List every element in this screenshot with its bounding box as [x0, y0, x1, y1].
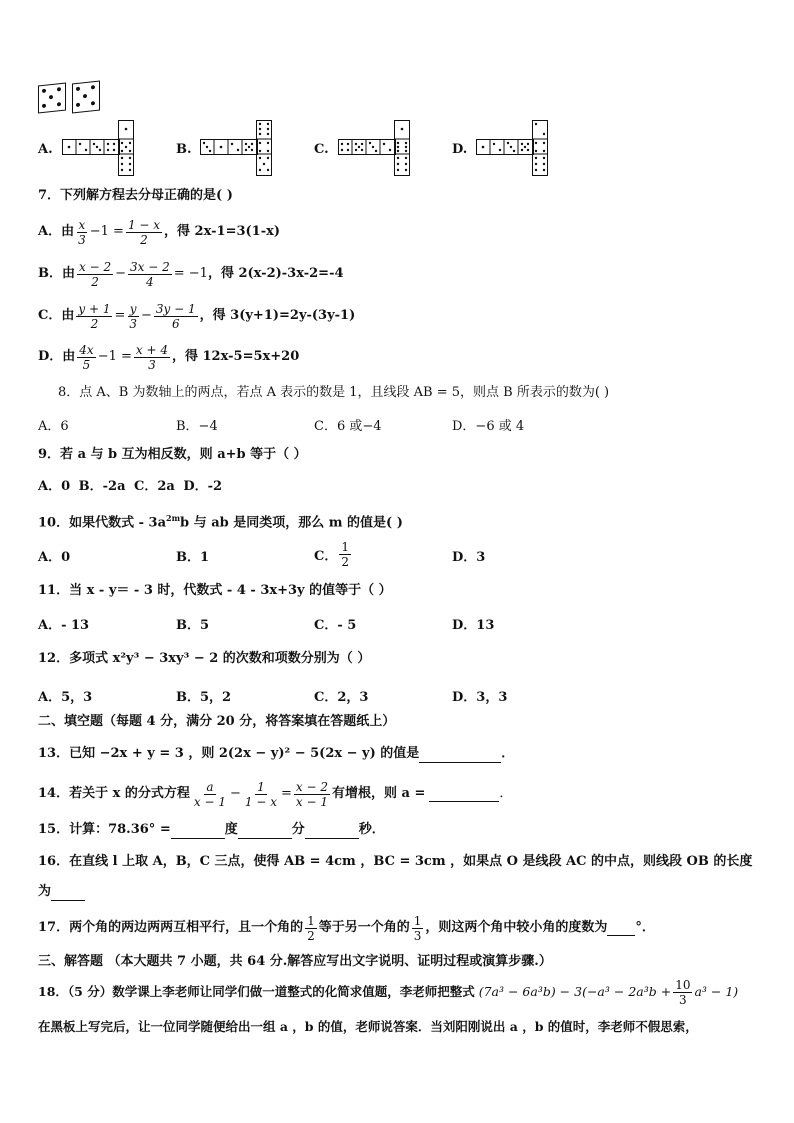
q11-option-c: C．- 5 — [314, 618, 357, 633]
q14: 14．若关于 x 的分式方程 $\frac{a}{x - 1}$ − $\frac{1}{1 - x}$ = $\frac{x - 2}{x - 1}$ 有增根，则 a = ． — [38, 779, 513, 809]
q6-net-d — [476, 120, 556, 176]
q7-stem: 7．下列解方程去分母正确的是( ) — [38, 188, 233, 203]
q18-line-2: 在黑板上写完后，让一位同学随便给出一组 a ，b 的值，老师说答案．当刘阳刚说出 a ，b 的值时，李老师不假思索， — [38, 1019, 698, 1034]
q11-stem: 11．当 x - y＝ - 3 时，代数式 - 4 - 3x+3y 的值等于（ ） — [38, 583, 392, 598]
q15-second-blank[interactable] — [305, 824, 359, 839]
q12-option-a: A．5，3 — [38, 690, 93, 705]
q15: 15．计算：78.36° = 度 分 秒． — [38, 822, 385, 837]
q10-option-a: A．0 — [38, 550, 71, 565]
q10-option-b: B．1 — [176, 550, 210, 565]
q14-answer-blank[interactable] — [429, 787, 499, 802]
die-right — [72, 81, 100, 114]
q8-option-d: D．−6 或 4 — [452, 419, 525, 434]
q10-stem: 10．如果代数式 - $3a^{2m}b$ 与 ab 是同类项，那么 m 的值是( ) — [38, 513, 403, 531]
q7-option-d: D．由 $\frac{4x}{5}$ −1 = $\frac{x + 4}{3}$ ，得 12x-5=5x+20 — [38, 342, 300, 372]
q13-answer-blank[interactable] — [419, 748, 501, 763]
q10-option-d: D．3 — [452, 550, 486, 565]
q15-minute-blank[interactable] — [238, 824, 292, 839]
q7-option-a: A．由 $\frac{x}{3}$ −1 = $\frac{1 - x}{2}$ ，得 2x-1=3(1-x) — [38, 217, 280, 247]
q9-stem: 9．若 a 与 b 互为相反数，则 a+b 等于（ ） — [38, 447, 307, 462]
q7-option-c: C．由 $\frac{y + 1}{2}$ = $\frac{y}{3}$ − $\frac{3y - 1}{6}$ ，得 3(y+1)=2y-(3y-1) — [38, 301, 356, 331]
die-left — [38, 83, 66, 114]
q12-option-b: B．5，2 — [176, 690, 232, 705]
q12-stem: 12．多项式 x²y³ − 3xy³ − 2 的次数和项数分别为（ ） — [38, 651, 371, 666]
q11-option-a: A．- 13 — [38, 618, 90, 633]
q6-option-d-label: D. — [452, 142, 468, 157]
q11-option-b: B．5 — [176, 618, 210, 633]
q9-options: A．0 B．-2a C．2a D．-2 — [38, 479, 223, 494]
section-2-heading: 二、填空题（每题 4 分，满分 20 分，将答案填在答题纸上） — [38, 714, 396, 729]
q16-line-2: 为 — [38, 883, 85, 901]
q6-net-a — [62, 120, 142, 176]
section-3-heading: 三、解答题 （本大题共 7 小题，共 64 分.解答应写出文字说明、证明过程或演算步骤.） — [38, 954, 552, 969]
q6-option-a-label: A. — [38, 142, 53, 157]
q15-degree-blank[interactable] — [171, 824, 225, 839]
q12-option-c: C．2，3 — [314, 690, 369, 705]
q16-line-1: 16．在直线 l 上取 A，B，C 三点，使得 AB = 4cm ，BC = 3cm ，如果点 O 是线段 AC 的中点，则线段 OB 的长度 — [38, 854, 753, 869]
q10-option-c: C． $\frac{1}{2}$ — [314, 539, 349, 569]
q12-option-d: D．3，3 — [452, 690, 508, 705]
q7-option-b: B．由 $\frac{x - 2}{2}$ − $\frac{3x - 2}{4}$ = −1 ，得 2(x-2)-3x-2=-4 — [38, 259, 344, 289]
q6-net-c — [338, 120, 418, 176]
q6-option-c-label: C. — [314, 142, 329, 157]
q8-option-a: A．6 — [38, 419, 69, 434]
q8-stem: 8．点 A、B 为数轴上的两点，若点 A 表示的数是 1，且线段 AB = 5，则点 B 所表示的数为( ) — [58, 385, 610, 400]
q11-option-d: D．13 — [452, 618, 495, 633]
q18-line-1: 18．（5 分）数学课上李老师让同学们做一道整式的化简求值题，李老师把整式 (7a³ − 6a³b) − 3(−a³ − 2a³b + $\frac{10}{3}$ a³ − 1) — [38, 977, 739, 1007]
q8-option-c: C．6 或−4 — [314, 419, 382, 434]
q16-answer-blank[interactable] — [51, 886, 85, 901]
q6-net-b — [200, 120, 280, 176]
dice-figure — [36, 80, 106, 114]
q6-option-b-label: B. — [176, 142, 192, 157]
q17-answer-blank[interactable] — [607, 921, 635, 936]
q13: 13．已知 −2x + y = 3 ，则 2(2x − y)² − 5(2x − y) 的值是 ． — [38, 746, 515, 761]
q17: 17．两个角的两边两两互相平行，且一个角的 $\frac{1}{2}$ 等于另一个角的 $\frac{1}{3}$ ，则这两个角中较小角的度数为 °． — [38, 913, 655, 943]
q8-option-b: B．−4 — [176, 419, 218, 434]
